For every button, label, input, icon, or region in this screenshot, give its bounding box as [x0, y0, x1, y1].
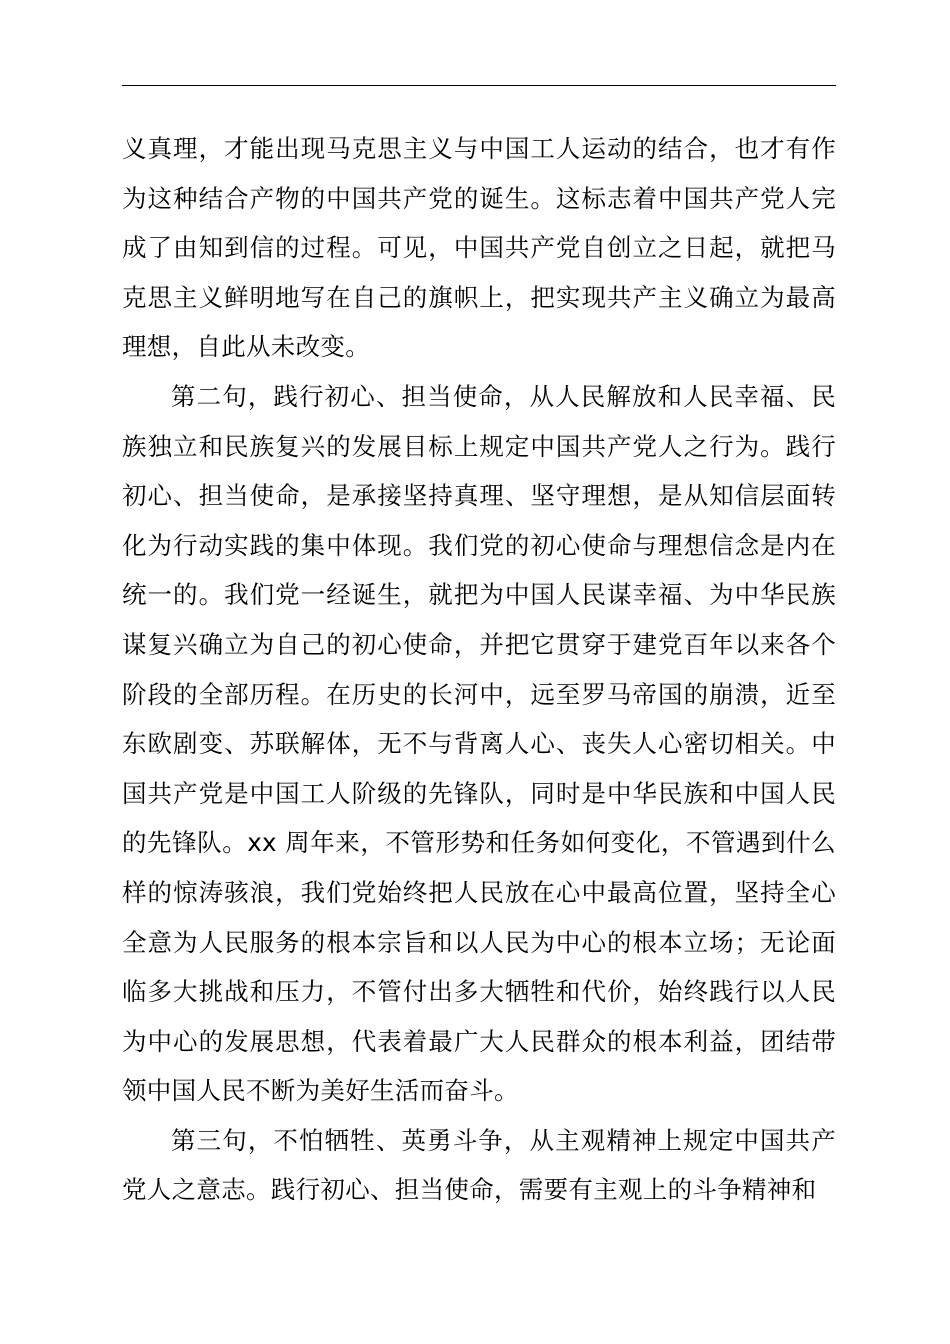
- header-rule: [122, 85, 836, 86]
- document-body: [122, 124, 836, 1215]
- paragraph-2: 第二句，践行初心、担当使命，从人民解放和人民幸福、民族独立和民族复兴的发展目标上规定中国共产党人之行为。践行初心、担当使命，是承接坚持真理、坚守理想，是从知信层面转化为行动实践的集中体现。我们党的初心使命与理想信念是内在统一的。我们党一经诞生，就把为中国人民谋幸福、为中华民族谋复兴确立为自己的初心使命，并把它贯穿于建党百年以来各个阶段的全部历程。在历史的长河中，远至罗马帝国的崩溃，近至东欧剧变、苏联解体，无不与背离人心、丧失人心密切相关。中国共产党是中国工人阶级的先锋队，同时是中华民族和中国人民的先锋队。xx 周年来，不管形势和任务如何变化，不管遇到什么样的惊涛骇浪，我们党始终把人民放在心中最高位置，坚持全心全意为人民服务的根本宗旨和以人民为中心的根本立场；无论面临多大挑战和压力，不管付出多大牺牲和代价，始终践行以人民为中心的发展思想，代表着最广大人民群众的根本利益，团结带领中国人民不断为美好生活而奋斗。: [122, 381, 836, 1106]
- paragraph-3: 第三句，不怕牺牲、英勇斗争，从主观精神上规定中国共产党人之意志。践行初心、担当使命，需要有主观上的斗争精神和: [122, 1125, 836, 1205]
- paragraph-1: 义真理，才能出现马克思主义与中国工人运动的结合，也才有作为这种结合产物的中国共产党的诞生。这标志着中国共产党人完成了由知到信的过程。可见，中国共产党自创立之日起，就把马克思主义鲜明地写在自己的旗帜上，把实现共产主义确立为最高理想，自此从未改变。: [122, 134, 836, 362]
